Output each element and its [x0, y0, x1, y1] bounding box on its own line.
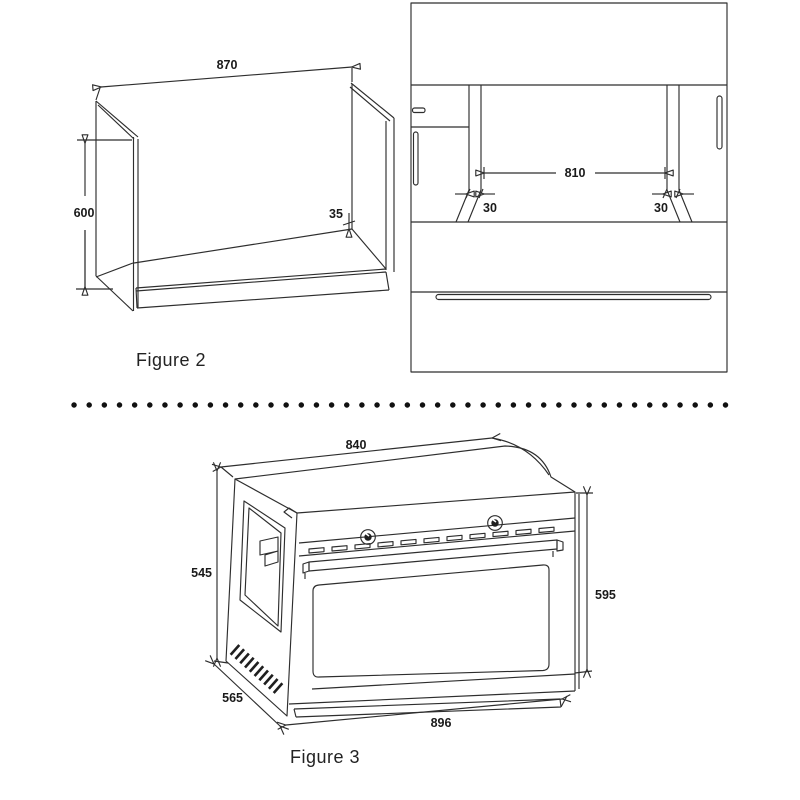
left-panel-front-edge — [134, 137, 139, 311]
door-window — [313, 565, 549, 677]
figure3-caption: Figure 3 — [290, 747, 361, 767]
dim-30-right-ticks — [663, 189, 680, 198]
right-panel-top-edge — [350, 83, 394, 121]
left-upper-handle — [413, 108, 426, 113]
left-panel-bottom-edge — [96, 263, 133, 311]
figure2-cabinet-3d-drawing — [74, 58, 394, 370]
side-latch — [260, 537, 278, 566]
panel-border — [411, 3, 727, 372]
dim-896-extension — [561, 696, 567, 707]
dim-label-600: 600 — [73, 206, 95, 220]
oven-right-edge — [575, 492, 579, 691]
left-door-handle — [414, 132, 419, 185]
countertop-lines — [411, 222, 727, 292]
figure2-front-view-panel — [411, 3, 727, 372]
left-panel-top-edge — [96, 101, 138, 139]
dim-595-extensions — [575, 493, 593, 673]
figure2-caption: Figure 2 — [136, 350, 207, 370]
dim-label-35: 35 — [329, 207, 343, 221]
figure3-oven-drawing — [191, 438, 616, 767]
dim-label-30-left: 30 — [483, 201, 497, 215]
dim-label-595: 595 — [595, 588, 616, 602]
dim-label-896: 896 — [430, 716, 452, 730]
dim-label-565: 565 — [222, 691, 243, 705]
dim-line-896 — [286, 699, 562, 725]
oven-side-face — [226, 479, 297, 716]
control-panel-bottom-edge — [299, 518, 575, 543]
dim-label-810: 810 — [564, 166, 586, 180]
drawer-handle — [436, 295, 711, 300]
dim-label-30-right: 30 — [654, 201, 668, 215]
door-handle-bar — [309, 540, 557, 571]
dim-label-870: 870 — [216, 58, 238, 72]
niche-floor-edges — [134, 229, 386, 269]
right-door-handle — [717, 96, 722, 149]
dim-label-840: 840 — [345, 438, 367, 452]
dim-label-545: 545 — [191, 566, 212, 580]
oven-top-face — [235, 446, 575, 513]
right-panel-front-edge — [386, 118, 394, 272]
base-rail — [136, 269, 389, 308]
side-vent-slats — [234, 649, 279, 689]
